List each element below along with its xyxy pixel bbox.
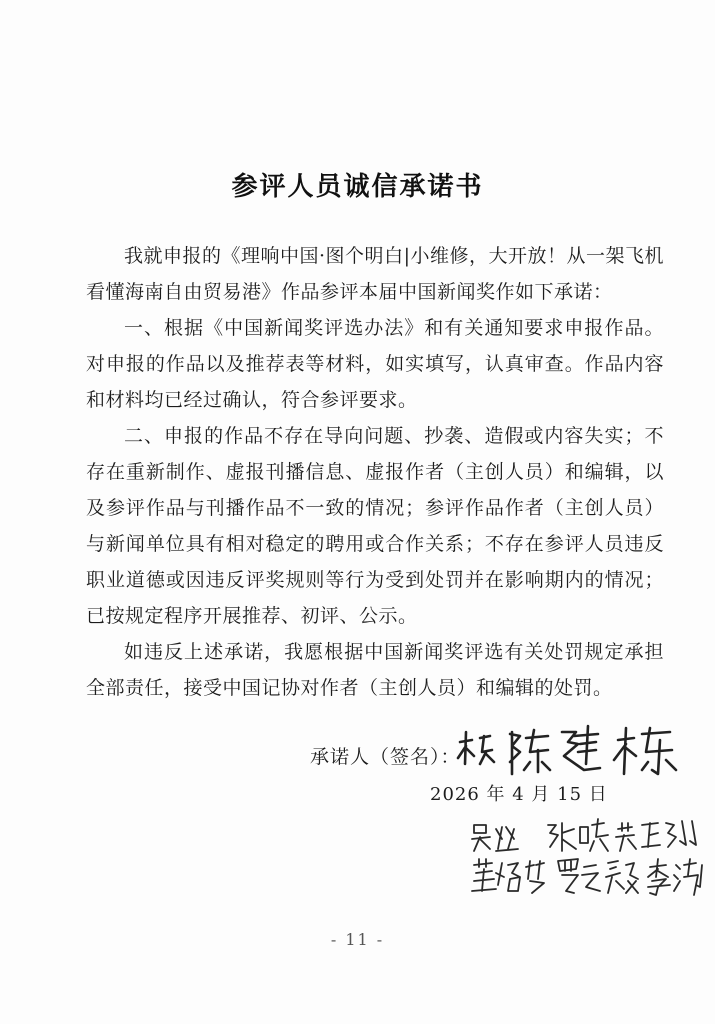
paragraph-intro: 我就申报的《理响中国·图个明白|小维修，大开放！从一架飞机看懂海南自由贸易港》作品参评本届中国新闻奖作如下承诺： (86, 245, 664, 303)
paragraph-two: 二、申报的作品不存在导向问题、抄袭、造假或内容失实；不存在重新制作、虚报刊播信息、虚报作者（主创人员）和编辑，以及参评作品与刊播作品不一致的情况；参评作品作者（主创人员）与新闻单位具有相对稳定的聘用或合作关系；不存在参评人员违反职业道德或因违反评奖规则等行为受到处罚并在影响期内的情况；已按规定程序开展推荐、初评、公示。 (86, 425, 664, 627)
document-body (86, 238, 664, 706)
signature-label: 承诺人（签名）： (310, 746, 461, 768)
handwritten-signature-main (450, 722, 700, 784)
page-number: - 11 - (330, 930, 385, 949)
handwritten-signatures-group (470, 815, 710, 900)
commitment-date: 2026 年 4 月 15 日 (430, 784, 608, 805)
paragraph-closing: 如违反上述承诺，我愿根据中国新闻奖评选有关处罚规定承担全部责任，接受中国记协对作者（主创人员）和编辑的处罚。 (86, 641, 664, 699)
signature-row (300, 732, 700, 782)
paragraph-one: 一、根据《中国新闻奖评选办法》和有关通知要求申报作品。对申报的作品以及推荐表等材料，如实填写，认真审查。作品内容和材料均已经过确认，符合参评要求。 (86, 317, 664, 411)
document-title: 参评人员诚信承诺书 (231, 172, 484, 202)
